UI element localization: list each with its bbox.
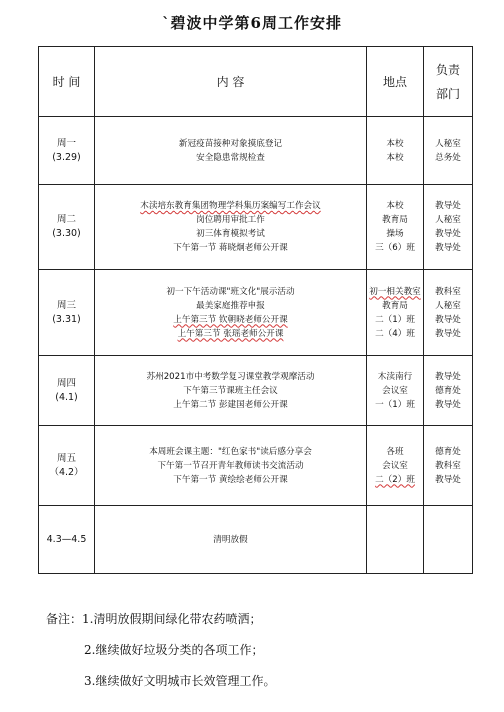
content-line: 初三体育模拟考试 — [196, 229, 265, 239]
dept-line: 教导处 — [435, 371, 461, 382]
content-line: 上午第三节 钦朝晓老师公开课 — [173, 314, 288, 325]
header-dept-line2: 部门 — [435, 86, 460, 101]
place-line: 教育局 — [382, 215, 408, 225]
dept-line: 总务处 — [435, 152, 461, 163]
content-line: 岗位聘用审批工作 — [196, 215, 265, 225]
content-line: 安全隐患常规检查 — [196, 152, 265, 163]
table-row — [39, 426, 473, 506]
page-title: `碧波中学第6周工作安排 — [162, 14, 342, 32]
cell-content — [95, 270, 367, 356]
day-label: 周五 — [56, 452, 76, 464]
dept-line: 德育处 — [435, 385, 461, 396]
place-line: 二（1）班 — [375, 314, 415, 325]
cell-dept — [424, 356, 473, 426]
place-line: 三（6）班 — [375, 243, 415, 253]
place-line: 初一相关教室 — [369, 286, 421, 297]
dept-line: 人秘室 — [435, 215, 461, 225]
cell-dept — [424, 426, 473, 506]
dept-line: 人秘室 — [435, 300, 461, 311]
dept-line: 教导处 — [435, 328, 461, 339]
cell-place — [367, 270, 424, 356]
content-line: 木渎培东教育集团物理学科集历案编写工作会议 — [140, 201, 321, 211]
cell-place — [367, 426, 424, 506]
day-label: 周三 — [56, 299, 76, 311]
header-dept — [424, 47, 473, 117]
cell-content — [95, 356, 367, 426]
day-label: 周四 — [56, 377, 76, 389]
content-line: 上午第三节 张瑶老师公开课 — [177, 328, 284, 339]
dept-line: 教科室 — [435, 460, 461, 471]
cell-time — [39, 356, 95, 426]
note-line: 备注：1.清明放假期间绿化带农药喷洒； — [46, 612, 262, 626]
day-label: 周一 — [56, 137, 76, 149]
place-line: 操场 — [386, 229, 404, 239]
content-line: 下午第一节召开青年教师读书交流活动 — [157, 460, 304, 471]
note-line: 2.继续做好垃圾分类的各项工作； — [84, 643, 264, 657]
place-line: 教育局 — [382, 300, 408, 311]
header-time: 时 间 — [39, 47, 95, 117]
cell-time — [39, 185, 95, 270]
content-line: 苏州2021市中考数学复习课堂教学观摩活动 — [146, 371, 315, 382]
place-line: 二（4）班 — [375, 328, 415, 339]
content-line: 下午第一节 黄绘绘老师公开课 — [173, 474, 288, 485]
cell-content — [95, 506, 367, 574]
dept-line: 教科室 — [435, 286, 461, 297]
content-line: 下午第一节 蒋晓炯老师公开课 — [173, 243, 288, 253]
dept-line: 教导处 — [435, 474, 461, 485]
content-line: 下午第三节课班主任会议 — [183, 385, 278, 396]
date-label: （4.2） — [49, 466, 84, 478]
place-line: 各班 — [386, 446, 404, 457]
place-line: 木渎南行 — [377, 371, 413, 382]
cell-time — [39, 117, 95, 185]
cell-place — [367, 506, 424, 574]
cell-dept — [424, 506, 473, 574]
header-place: 地点 — [367, 47, 424, 117]
cell-dept — [424, 270, 473, 356]
place-line: 会议室 — [382, 460, 408, 471]
dept-line: 人秘室 — [435, 138, 461, 149]
cell-place — [367, 117, 424, 185]
content-line: 最美家庭推荐申报 — [196, 300, 265, 311]
content-line: 上午第二节 彭建国老师公开课 — [173, 399, 288, 410]
place-line: 会议室 — [382, 385, 408, 396]
table-row — [39, 117, 473, 185]
table-row — [39, 356, 473, 426]
date-label: (4.1) — [55, 391, 78, 403]
place-line: 一（1）班 — [375, 399, 415, 410]
cell-content — [95, 117, 367, 185]
day-label: 4.3—4.5 — [46, 533, 87, 545]
cell-content — [95, 185, 367, 270]
cell-content — [95, 426, 367, 506]
place-line: 本校 — [386, 152, 404, 163]
content-line: 新冠疫苗接种对象摸底登记 — [178, 138, 283, 149]
dept-line: 德育处 — [435, 446, 461, 457]
schedule-table — [38, 46, 473, 574]
place-line: 本校 — [386, 138, 404, 149]
day-label: 周二 — [56, 214, 76, 225]
dept-line: 教导处 — [435, 314, 461, 325]
place-line: 本校 — [386, 201, 404, 211]
date-label: (3.29) — [52, 151, 81, 163]
content-line: 本周班会课主题："红色家书"读后感分享会 — [149, 446, 312, 457]
dept-line: 教导处 — [435, 201, 461, 211]
header-content: 内 容 — [95, 47, 367, 117]
cell-dept — [424, 117, 473, 185]
table-row — [39, 185, 473, 270]
note-line: 3.继续做好文明城市长效管理工作。 — [84, 674, 276, 688]
dept-line: 教导处 — [435, 399, 461, 410]
date-label: (3.31) — [52, 313, 81, 325]
cell-place — [367, 356, 424, 426]
cell-dept — [424, 185, 473, 270]
cell-time — [39, 270, 95, 356]
content-line: 初一下午活动课"班文化"展示活动 — [166, 286, 295, 297]
table-header-row — [39, 47, 473, 117]
cell-time — [39, 426, 95, 506]
date-label: (3.30) — [52, 228, 81, 239]
dept-line: 教导处 — [435, 243, 461, 253]
table-row — [39, 270, 473, 356]
header-dept-line1: 负责 — [435, 62, 460, 77]
place-line: 二（2）班 — [375, 474, 415, 485]
cell-time — [39, 506, 95, 574]
content-line: 清明放假 — [213, 534, 248, 545]
dept-line: 教导处 — [435, 229, 461, 239]
table-row — [39, 506, 473, 574]
cell-place — [367, 185, 424, 270]
